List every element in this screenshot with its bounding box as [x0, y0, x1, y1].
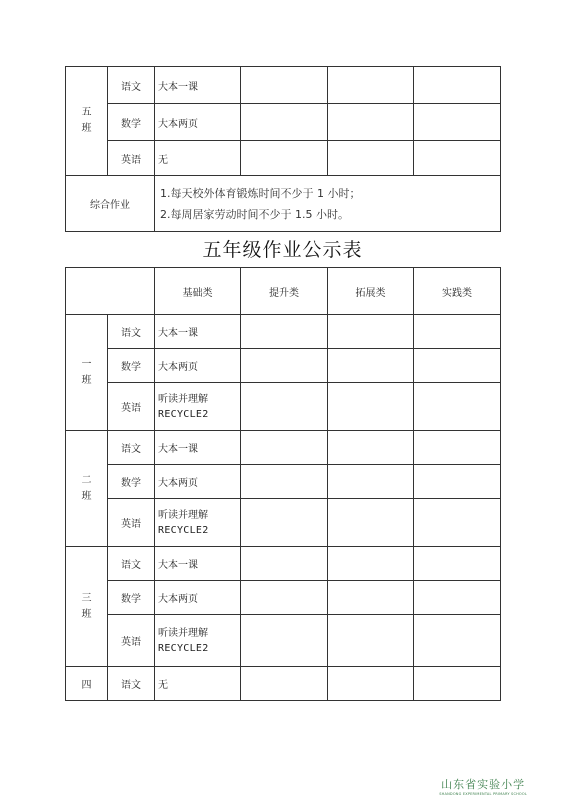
subject-cell: 英语 — [108, 499, 155, 547]
header-row — [66, 268, 501, 315]
improve-cell — [241, 667, 328, 701]
extend-cell — [328, 499, 414, 547]
table-row — [66, 383, 501, 431]
extend-cell — [328, 104, 414, 141]
class-cell-1: 一 班 — [66, 315, 108, 431]
improve-cell — [241, 141, 328, 176]
subject-cell: 语文 — [108, 315, 155, 349]
practice-cell — [414, 104, 501, 141]
extend-cell — [328, 465, 414, 499]
class-cell-3: 三 班 — [66, 547, 108, 667]
class-cell-4: 四 — [66, 667, 108, 701]
table-row — [66, 581, 501, 615]
extend-cell — [328, 315, 414, 349]
table-row — [66, 615, 501, 667]
table-row — [66, 547, 501, 581]
improve-cell — [241, 431, 328, 465]
practice-cell — [414, 431, 501, 465]
subject-cell: 语文 — [108, 547, 155, 581]
subject-cell: 英语 — [108, 141, 155, 176]
subject-cell: 语文 — [108, 67, 155, 104]
improve-cell — [241, 581, 328, 615]
table-row — [66, 465, 501, 499]
extend-cell — [328, 547, 414, 581]
basic-cell: 大本两页 — [155, 581, 241, 615]
comprehensive-row — [66, 176, 501, 232]
table-row — [66, 67, 501, 104]
basic-cell: 大本一课 — [155, 431, 241, 465]
extend-cell — [328, 581, 414, 615]
practice-cell — [414, 465, 501, 499]
page-title: 五年级作业公示表 — [202, 239, 363, 261]
basic-cell: 听读并理解 RECYCLE2 — [155, 499, 241, 547]
subject-cell: 英语 — [108, 383, 155, 431]
comprehensive-content: 1.每天校外体育锻炼时间不少于 1 小时； 2.每周居家劳动时间不少于 1.5 小时。 — [155, 176, 501, 232]
practice-cell — [414, 141, 501, 176]
table-row — [66, 499, 501, 547]
improve-cell — [241, 315, 328, 349]
practice-cell — [414, 315, 501, 349]
improve-cell — [241, 349, 328, 383]
comprehensive-label: 综合作业 — [66, 176, 155, 232]
subject-cell: 数学 — [108, 581, 155, 615]
practice-cell — [414, 581, 501, 615]
improve-cell — [241, 615, 328, 667]
subject-cell: 数学 — [108, 349, 155, 383]
school-logo — [439, 776, 527, 796]
improve-cell — [241, 104, 328, 141]
basic-cell: 大本两页 — [155, 104, 241, 141]
extend-cell — [328, 67, 414, 104]
basic-cell: 大本一课 — [155, 315, 241, 349]
basic-cell: 听读并理解 RECYCLE2 — [155, 615, 241, 667]
improve-cell — [241, 465, 328, 499]
extend-cell — [328, 141, 414, 176]
table-row — [66, 315, 501, 349]
basic-cell: 大本一课 — [155, 67, 241, 104]
practice-cell — [414, 547, 501, 581]
subject-cell: 英语 — [108, 615, 155, 667]
basic-cell: 大本两页 — [155, 349, 241, 383]
basic-cell: 听读并理解 RECYCLE2 — [155, 383, 241, 431]
header-improve: 提升类 — [241, 268, 328, 315]
extend-cell — [328, 615, 414, 667]
practice-cell — [414, 67, 501, 104]
practice-cell — [414, 667, 501, 701]
subject-cell: 语文 — [108, 431, 155, 465]
class-cell-2: 二 班 — [66, 431, 108, 547]
basic-cell: 无 — [155, 141, 241, 176]
improve-cell — [241, 547, 328, 581]
header-blank — [66, 268, 155, 315]
header-basic: 基础类 — [155, 268, 241, 315]
school-logo-en: SHANDONG EXPERIMENTAL PRIMARY SCHOOL — [439, 792, 527, 796]
improve-cell — [241, 67, 328, 104]
subject-cell: 数学 — [108, 104, 155, 141]
practice-cell — [414, 499, 501, 547]
class-cell-5: 五 班 — [66, 67, 108, 176]
table-row — [66, 104, 501, 141]
table-row — [66, 667, 501, 701]
table-row — [66, 349, 501, 383]
subject-cell: 数学 — [108, 465, 155, 499]
header-practice: 实践类 — [414, 268, 501, 315]
homework-table — [65, 267, 501, 701]
basic-cell: 大本两页 — [155, 465, 241, 499]
table-row — [66, 141, 501, 176]
table-row — [66, 431, 501, 465]
subject-cell: 语文 — [108, 667, 155, 701]
header-extend: 拓展类 — [328, 268, 414, 315]
practice-cell — [414, 615, 501, 667]
extend-cell — [328, 667, 414, 701]
practice-cell — [414, 349, 501, 383]
improve-cell — [241, 383, 328, 431]
improve-cell — [241, 499, 328, 547]
basic-cell: 无 — [155, 667, 241, 701]
practice-cell — [414, 383, 501, 431]
extend-cell — [328, 431, 414, 465]
top-table — [65, 66, 501, 232]
school-logo-cn: 山东省实验小学 — [441, 778, 526, 791]
extend-cell — [328, 349, 414, 383]
basic-cell: 大本一课 — [155, 547, 241, 581]
extend-cell — [328, 383, 414, 431]
